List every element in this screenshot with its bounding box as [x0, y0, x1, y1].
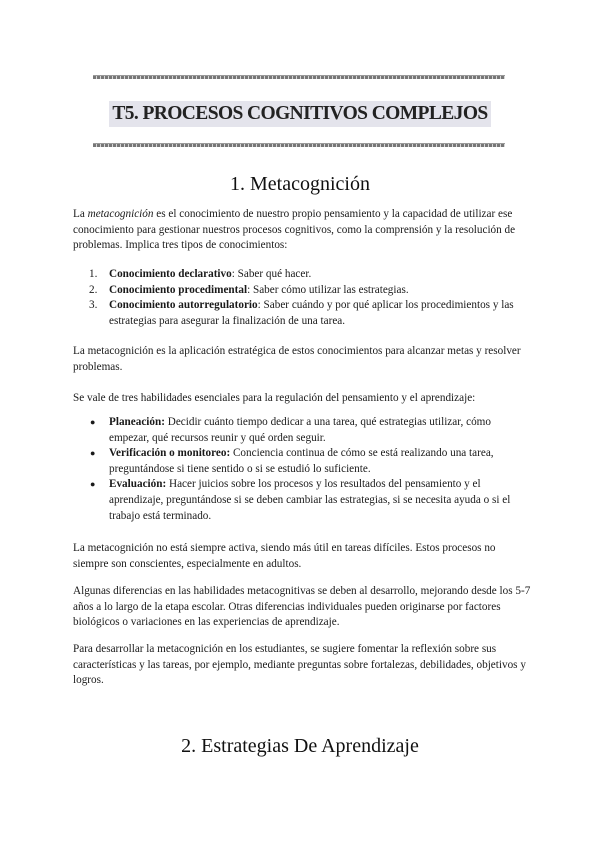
- list-separator: :: [257, 299, 264, 312]
- paragraph-skills-intro: Se vale de tres habilidades esenciales para la regulación del pensamiento y el aprendizaje:: [73, 392, 476, 404]
- list-text: Decidir cuánto tiempo dedicar a una tarea, qué estrategias utilizar, cómo empezar, qué recursos reunir y qué orden seguir.: [109, 416, 491, 444]
- list-term: Verificación o monitoreo:: [109, 447, 231, 460]
- list-separator: :: [231, 268, 238, 280]
- list-term: Conocimiento autorregulatorio: [109, 299, 258, 312]
- title-wrapper: [0, 101, 600, 127]
- paragraph-differences: Algunas diferencias en las habilidades metacognitivas se deben al desarrollo, mejorando desde los 5-7 años a lo largo de la etapa escolar. Otras diferencias individuales pueden originarse por factores biológicos o variaciones en las experiencias de aprendizaje.: [73, 585, 531, 629]
- list-number: 1.: [89, 268, 98, 280]
- decorative-rule-top: [93, 75, 505, 79]
- list-number: 3.: [89, 299, 98, 312]
- bullet-icon: ●: [90, 479, 96, 490]
- intro-text-rest: es el conocimiento de nuestro propio pensamiento y la capacidad de utilizar ese conocimiento para gestionar nuestros procesos cognitivos, como la comprensión y la resolución de problemas. Implica tres tipos de conocimientos:: [73, 208, 516, 252]
- decorative-rule-bottom: [93, 143, 505, 147]
- list-item: [73, 446, 531, 477]
- bullet-icon: ●: [90, 417, 96, 427]
- paragraph-application: La metacognición es la aplicación estratégica de estos conocimientos para alcanzar metas y resolver problemas.: [73, 345, 521, 373]
- document-title: T5. PROCESOS COGNITIVOS COMPLEJOS: [109, 101, 490, 127]
- knowledge-types-list: [73, 267, 531, 329]
- list-text: Saber cuándo y por qué aplicar los procedimientos y las estrategias para asegurar la finalización de una tarea.: [109, 299, 514, 327]
- list-item: [73, 267, 531, 283]
- list-item: [73, 283, 531, 299]
- intro-text-start: La: [73, 208, 88, 220]
- skills-list: [73, 415, 531, 524]
- list-item: [73, 477, 531, 524]
- section-heading-estrategias: 2. Estrategias De Aprendizaje: [181, 735, 419, 757]
- list-item: [73, 415, 531, 446]
- paragraph-development: Para desarrollar la metacognición en los estudiantes, se sugiere fomentar la reflexión sobre sus características y las tareas, por ejemplo, mediante preguntas sobre fortalezas, debilidades, objetivos y logros.: [73, 643, 526, 687]
- list-text: Hacer juicios sobre los procesos y los resultados del pensamiento y el aprendizaje, preguntándose si se deben cambiar las estrategias, si se necesita ayuda o si el trabajo está terminado.: [109, 478, 511, 522]
- list-text: Saber cómo utilizar las estrategias.: [252, 283, 409, 296]
- list-term: Planeación:: [109, 416, 165, 428]
- list-term: Conocimiento procedimental: [109, 283, 248, 296]
- list-separator: :: [247, 283, 253, 296]
- section-heading-metacognicion: 1. Metacognición: [230, 173, 370, 195]
- list-number: 2.: [89, 283, 98, 296]
- list-text: Conciencia continua de cómo se está realizando una tarea, preguntándose si tiene sentido o si se estudió lo suficiente.: [109, 447, 494, 475]
- bullet-icon: ●: [90, 448, 96, 459]
- list-term: Evaluación:: [109, 478, 167, 491]
- list-term: Conocimiento declarativo: [109, 268, 232, 280]
- intro-paragraph: [73, 207, 531, 254]
- list-text: Saber qué hacer.: [237, 268, 312, 280]
- list-item: [73, 298, 531, 329]
- paragraph-activity: La metacognición no está siempre activa, siendo más útil en tareas difíciles. Estos procesos no siempre son conscientes, especialmente en adultos.: [73, 542, 496, 570]
- intro-emphasis: metacognición: [87, 208, 154, 220]
